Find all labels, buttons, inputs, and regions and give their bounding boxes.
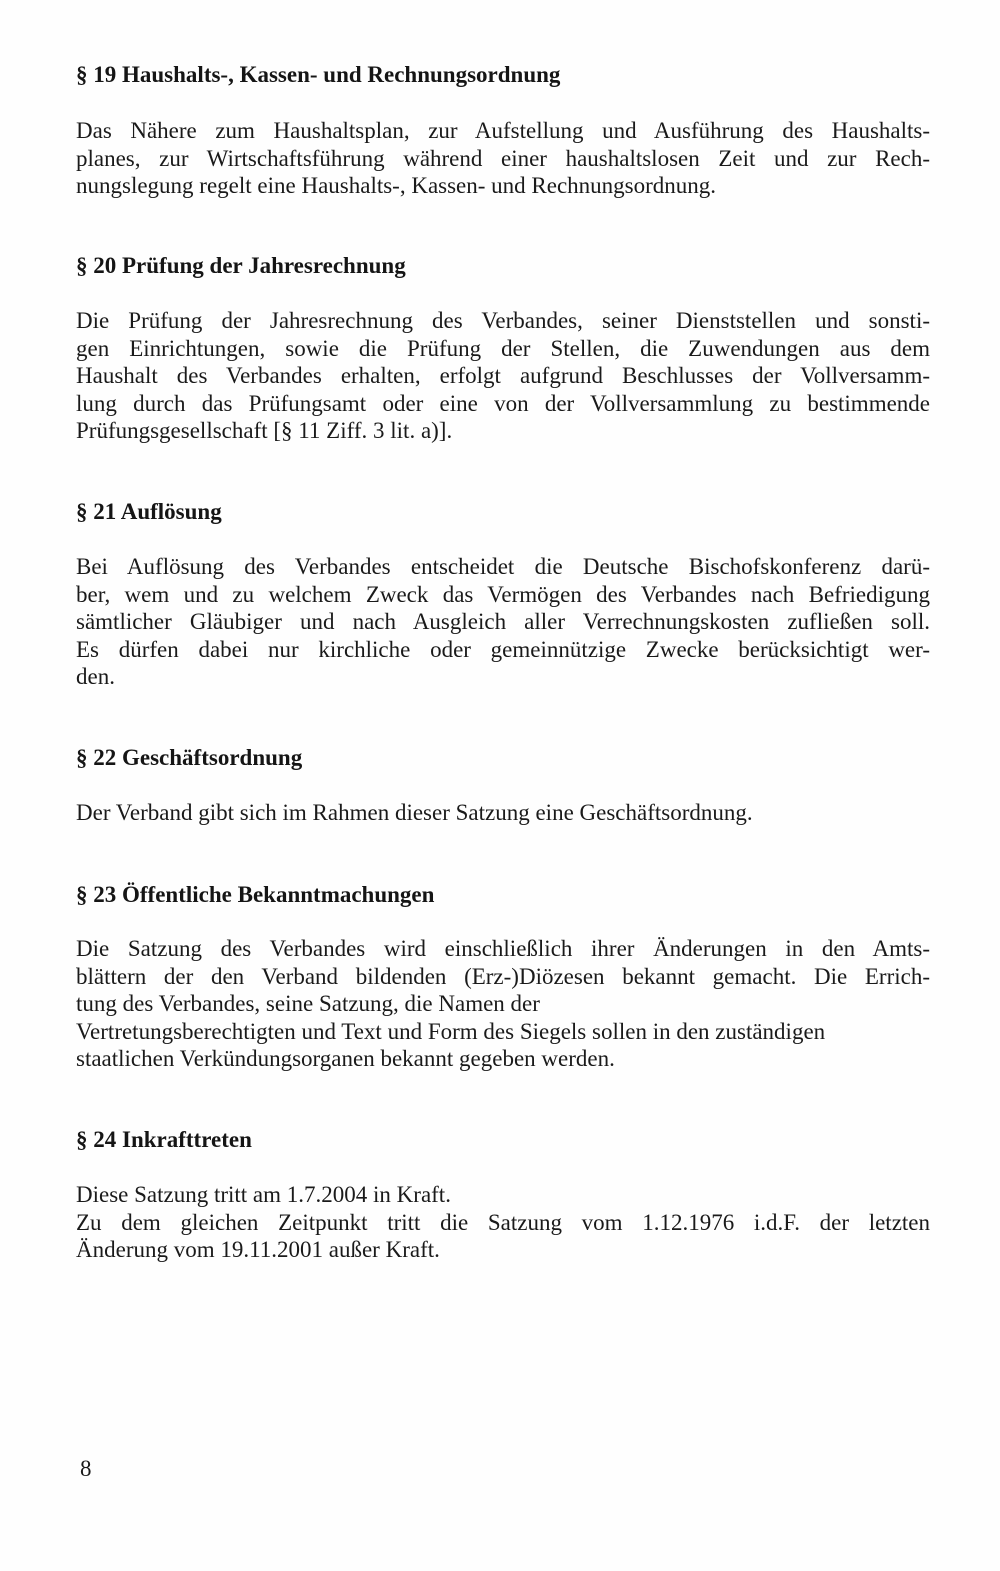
text-line: Es dürfen dabei nur kirchliche oder gemeinnützige Zwecke berücksichtigt wer-: [76, 636, 930, 662]
text-line: lung durch das Prüfungsamt oder eine von der Vollversammlung zu bestimmende: [76, 390, 930, 416]
section-body-21: [76, 553, 930, 691]
text-line: Änderung vom 19.11.2001 außer Kraft.: [76, 1237, 440, 1262]
section-body-23: [76, 935, 930, 1073]
text-line: Die Prüfung der Jahresrechnung des Verbandes, seiner Dienststellen und sonsti-: [76, 308, 930, 333]
section-body-22: [76, 799, 930, 827]
text-line: Zu dem gleichen Zeitpunkt tritt die Satzung vom 1.12.1976 i.d.F. der letzten: [76, 1209, 930, 1235]
section-heading-19: § 19 Haushalts-, Kassen- und Rechnungsordnung: [76, 62, 561, 87]
page-number: 8: [80, 1456, 92, 1481]
text-line: Diese Satzung tritt am 1.7.2004 in Kraft.: [76, 1182, 451, 1207]
text-line: Haushalt des Verbandes erhalten, erfolgt aufgrund Beschlusses der Vollversamm-: [76, 363, 930, 388]
text-line: Der Verband gibt sich im Rahmen dieser Satzung eine Geschäftsordnung.: [76, 800, 753, 825]
text-line: den.: [76, 664, 115, 689]
text-line: tung des Verbandes, seine Satzung, die Namen der: [76, 991, 540, 1016]
section-heading-22: § 22 Geschäftsordnung: [76, 745, 303, 770]
section-body-19: [76, 117, 930, 200]
section-heading-20: § 20 Prüfung der Jahresrechnung: [76, 253, 406, 278]
text-line: Das Nähere zum Haushaltsplan, zur Aufstellung und Ausführung des Haushalts-: [76, 118, 930, 143]
text-line: blättern der den Verband bildenden (Erz-)Diözesen bekannt gemacht. Die Errich-: [76, 963, 930, 989]
text-line: nungslegung regelt eine Haushalts-, Kassen- und Rechnungsordnung.: [76, 173, 717, 198]
text-line: ber, wem und zu welchem Zweck das Vermögen des Verbandes nach Befriedigung: [76, 581, 930, 607]
text-line: planes, zur Wirtschaftsführung während einer haushaltslosen Zeit und zur Rech-: [76, 145, 930, 171]
text-line: Vertretungsberechtigten und Text und Form des Siegels sollen in den zuständigen: [76, 1018, 826, 1044]
text-line: sämtlicher Gläubiger und nach Ausgleich aller Verrechnungskosten zufließen soll.: [76, 609, 930, 634]
section-body-20: [76, 307, 930, 445]
text-line: gen Einrichtungen, sowie die Prüfung der Stellen, die Zuwendungen aus dem: [76, 335, 930, 361]
text-line: Bei Auflösung des Verbandes entscheidet die Deutsche Bischofskonferenz darü-: [76, 554, 930, 579]
section-body-24: [76, 1181, 930, 1264]
section-heading-21: § 21 Auflösung: [76, 499, 222, 524]
text-line: staatlichen Verkündungsorganen bekannt gegeben werden.: [76, 1046, 615, 1071]
section-heading-24: § 24 Inkrafttreten: [76, 1127, 252, 1152]
text-line: Die Satzung des Verbandes wird einschließlich ihrer Änderungen in den Amts-: [76, 936, 930, 961]
text-line: Prüfungsgesellschaft [§ 11 Ziff. 3 lit. a)].: [76, 418, 453, 443]
section-heading-23: § 23 Öffentliche Bekanntmachungen: [76, 882, 435, 907]
